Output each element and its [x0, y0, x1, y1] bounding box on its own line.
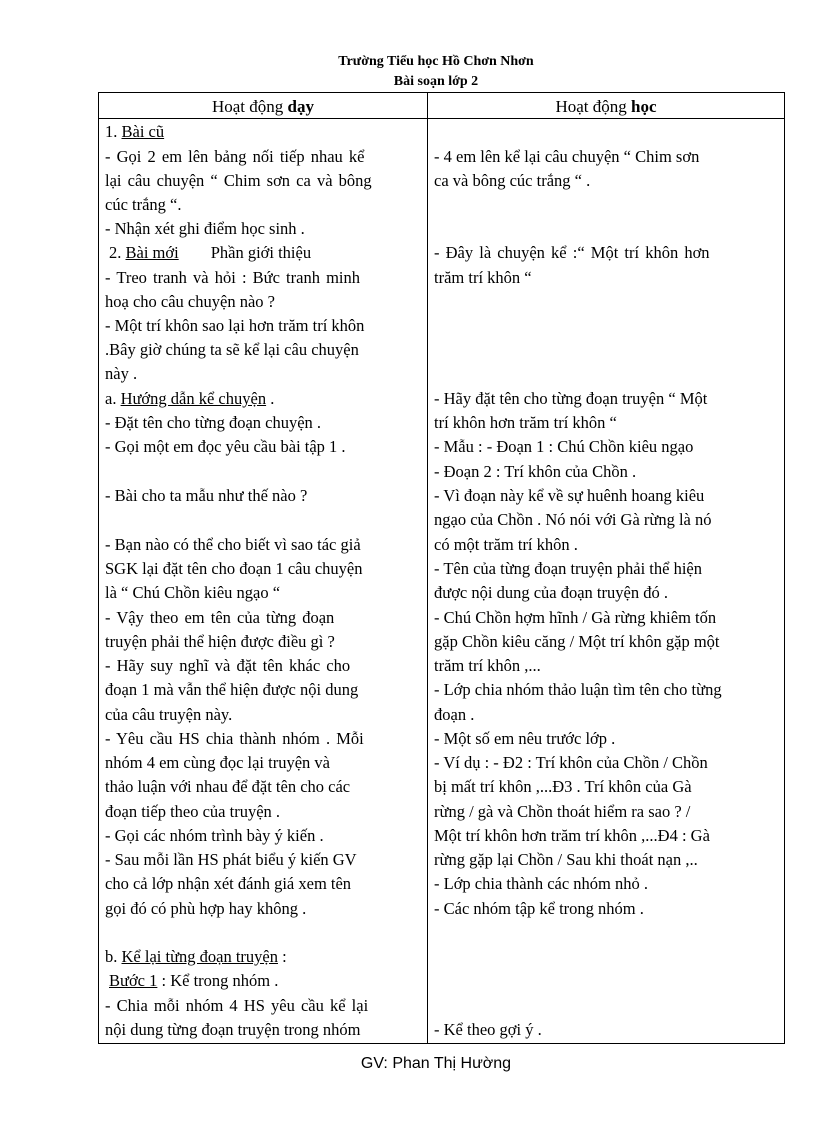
- teach-line: - Vậy theo em tên của từng đoạn: [105, 608, 335, 627]
- learn-line: - Lớp chia nhóm thảo luận tìm tên cho từng: [434, 680, 722, 699]
- teach-line: cho cả lớp nhận xét đánh giá xem tên: [105, 874, 352, 893]
- teach-line: nhóm 4 em cùng đọc lại truyện và: [105, 753, 330, 772]
- teach-line: đoạn tiếp theo của truyện .: [105, 802, 281, 821]
- section-number: 2.: [109, 243, 126, 262]
- teach-line: - Sau mỗi lần HS phát biểu ý kiến GV: [105, 850, 357, 869]
- teach-line: đoạn 1 mà vẫn thể hiện được nội dung: [105, 680, 359, 699]
- section-retell: [105, 947, 287, 967]
- teach-line: này .: [105, 364, 138, 383]
- teach-line: - Đặt tên cho từng đoạn chuyện .: [105, 413, 322, 432]
- teach-line: - Bài cho ta mẫu như thế nào ?: [105, 486, 308, 505]
- teacher-name: GV: Phan Thị Hường: [360, 1055, 512, 1072]
- step-text: : Kể trong nhóm .: [157, 971, 279, 990]
- section-old-lesson: [105, 122, 164, 142]
- section-suffix: :: [277, 947, 287, 966]
- learn-line: - Một số em nêu trước lớp .: [434, 729, 616, 748]
- section-title: Hướng dẫn kể chuyện: [120, 389, 267, 408]
- section-prefix: a.: [105, 389, 121, 408]
- teach-line: gọi đó có phù hợp hay không .: [105, 899, 307, 918]
- learn-line: - Mẫu : - Đoạn 1 : Chú Chồn kiêu ngạo: [434, 437, 694, 456]
- learn-line: trăm trí khôn ,...: [434, 656, 541, 675]
- section-guide: [105, 389, 274, 409]
- teach-line: - Một trí khôn sao lại hơn trăm trí khôn: [105, 316, 365, 335]
- teach-line: - Yêu cầu HS chia thành nhóm . Mỗi: [105, 729, 364, 748]
- learn-line: - Tên của từng đoạn truyện phải thể hiện: [434, 559, 702, 578]
- column-header-learning: [428, 97, 784, 117]
- section-title: Bài cũ: [121, 122, 165, 141]
- school-name: Trường Tiểu học Hồ Chơn Nhơn: [338, 54, 534, 69]
- teach-line: hoạ cho câu chuyện nào ?: [105, 292, 275, 311]
- learn-line: ngạo của Chồn . Nó nói với Gà rừng là nó: [434, 510, 712, 529]
- teach-line: truyện phải thể hiện được điều gì ?: [105, 632, 335, 651]
- section-subtitle: Phần giới thiệu: [210, 243, 312, 262]
- learn-line: - Kể theo gợi ý .: [434, 1020, 542, 1039]
- teach-line: - Gọi 2 em lên bảng nối tiếp nhau kể: [105, 147, 365, 166]
- teach-line: thảo luận với nhau để đặt tên cho các: [105, 777, 351, 796]
- column-divider: [427, 93, 428, 1043]
- learn-line: - Các nhóm tập kể trong nhóm .: [434, 899, 644, 918]
- learn-line: rừng gặp lại Chồn / Sau khi thoát nạn ,..: [434, 850, 698, 869]
- teach-line: - Hãy suy nghĩ và đặt tên khác cho: [105, 656, 351, 675]
- lesson-table: [98, 92, 785, 1044]
- learn-line: - Vì đoạn này kể về sự huênh hoang kiêu: [434, 486, 705, 505]
- column-header-teaching-b: dạy: [287, 97, 314, 116]
- teach-line: - Gọi các nhóm trình bày ý kiến .: [105, 826, 324, 845]
- learn-line: rừng / gà và Chồn thoát hiểm ra sao ? /: [434, 802, 691, 821]
- section-prefix: b.: [105, 947, 122, 966]
- learn-line: bị mất trí khôn ,...Đ3 . Trí khôn của Gà: [434, 777, 692, 796]
- learn-line: trí khôn hơn trăm trí khôn “: [434, 413, 617, 432]
- step-title: Bước 1: [109, 971, 158, 990]
- section-suffix: .: [266, 389, 275, 408]
- learn-line: Một trí khôn hơn trăm trí khôn ,...Đ4 : Gà: [434, 826, 710, 845]
- column-header-teaching: [99, 97, 427, 117]
- teach-line: - Treo tranh và hỏi : Bức tranh minh: [105, 268, 361, 287]
- teach-line: của câu truyện này.: [105, 705, 233, 724]
- section-title: Kể lại từng đoạn truyện: [121, 947, 278, 966]
- learn-line: - Đây là chuyện kể :“ Một trí khôn hơn: [434, 243, 710, 262]
- learn-line: - Hãy đặt tên cho từng đoạn truyện “ Một: [434, 389, 708, 408]
- section-new-lesson: [109, 243, 311, 263]
- teach-line: lại câu chuyện “ Chim sơn ca và bông: [105, 171, 372, 190]
- lesson-subtitle: [0, 74, 816, 90]
- teach-line: - Gọi một em đọc yêu cầu bài tập 1 .: [105, 437, 346, 456]
- column-header-teaching-a: Hoạt động: [211, 97, 288, 116]
- learn-line: - 4 em lên kể lại câu chuyện “ Chim sơn: [434, 147, 700, 166]
- teach-line: nội dung từng đoạn truyện trong nhóm: [105, 1020, 361, 1039]
- learn-line: - Đoạn 2 : Trí khôn của Chồn .: [434, 462, 637, 481]
- teach-line: cúc trắng “.: [105, 195, 182, 214]
- learn-line: ca và bông cúc trắng “ .: [434, 171, 591, 190]
- section-number: 1.: [105, 122, 122, 141]
- lesson-subtitle-text: Bài soạn lớp 2: [393, 74, 479, 89]
- teach-line: - Bạn nào có thể cho biết vì sao tác giả: [105, 535, 361, 554]
- learn-line: có một trăm trí khôn .: [434, 535, 578, 554]
- learn-line: - Lớp chia thành các nhóm nhỏ .: [434, 874, 648, 893]
- header-divider: [99, 118, 784, 119]
- teach-line: SGK lại đặt tên cho đoạn 1 câu chuyện: [105, 559, 363, 578]
- learn-line: được nội dung của đoạn truyện đó .: [434, 583, 668, 602]
- learn-line: trăm trí khôn “: [434, 268, 532, 287]
- learn-line: gặp Chồn kiêu căng / Một trí khôn gặp một: [434, 632, 720, 651]
- section-title: Bài mới: [125, 243, 179, 262]
- teach-line: là “ Chú Chồn kiêu ngạo “: [105, 583, 281, 602]
- learn-line: - Chú Chồn hợm hĩnh / Gà rừng khiêm tốn: [434, 608, 717, 627]
- teach-line: - Nhận xét ghi điểm học sinh .: [105, 219, 305, 238]
- learn-line: - Ví dụ : - Đ2 : Trí khôn của Chồn / Chồn: [434, 753, 708, 772]
- teach-line: .Bây giờ chúng ta sẽ kể lại câu chuyện: [105, 340, 359, 359]
- teach-line: - Chia mỗi nhóm 4 HS yêu cầu kể lại: [105, 996, 369, 1015]
- column-header-learning-a: Hoạt động: [555, 97, 632, 116]
- step-one: [109, 971, 278, 991]
- learn-line: đoạn .: [434, 705, 475, 724]
- column-header-learning-b: học: [631, 97, 657, 116]
